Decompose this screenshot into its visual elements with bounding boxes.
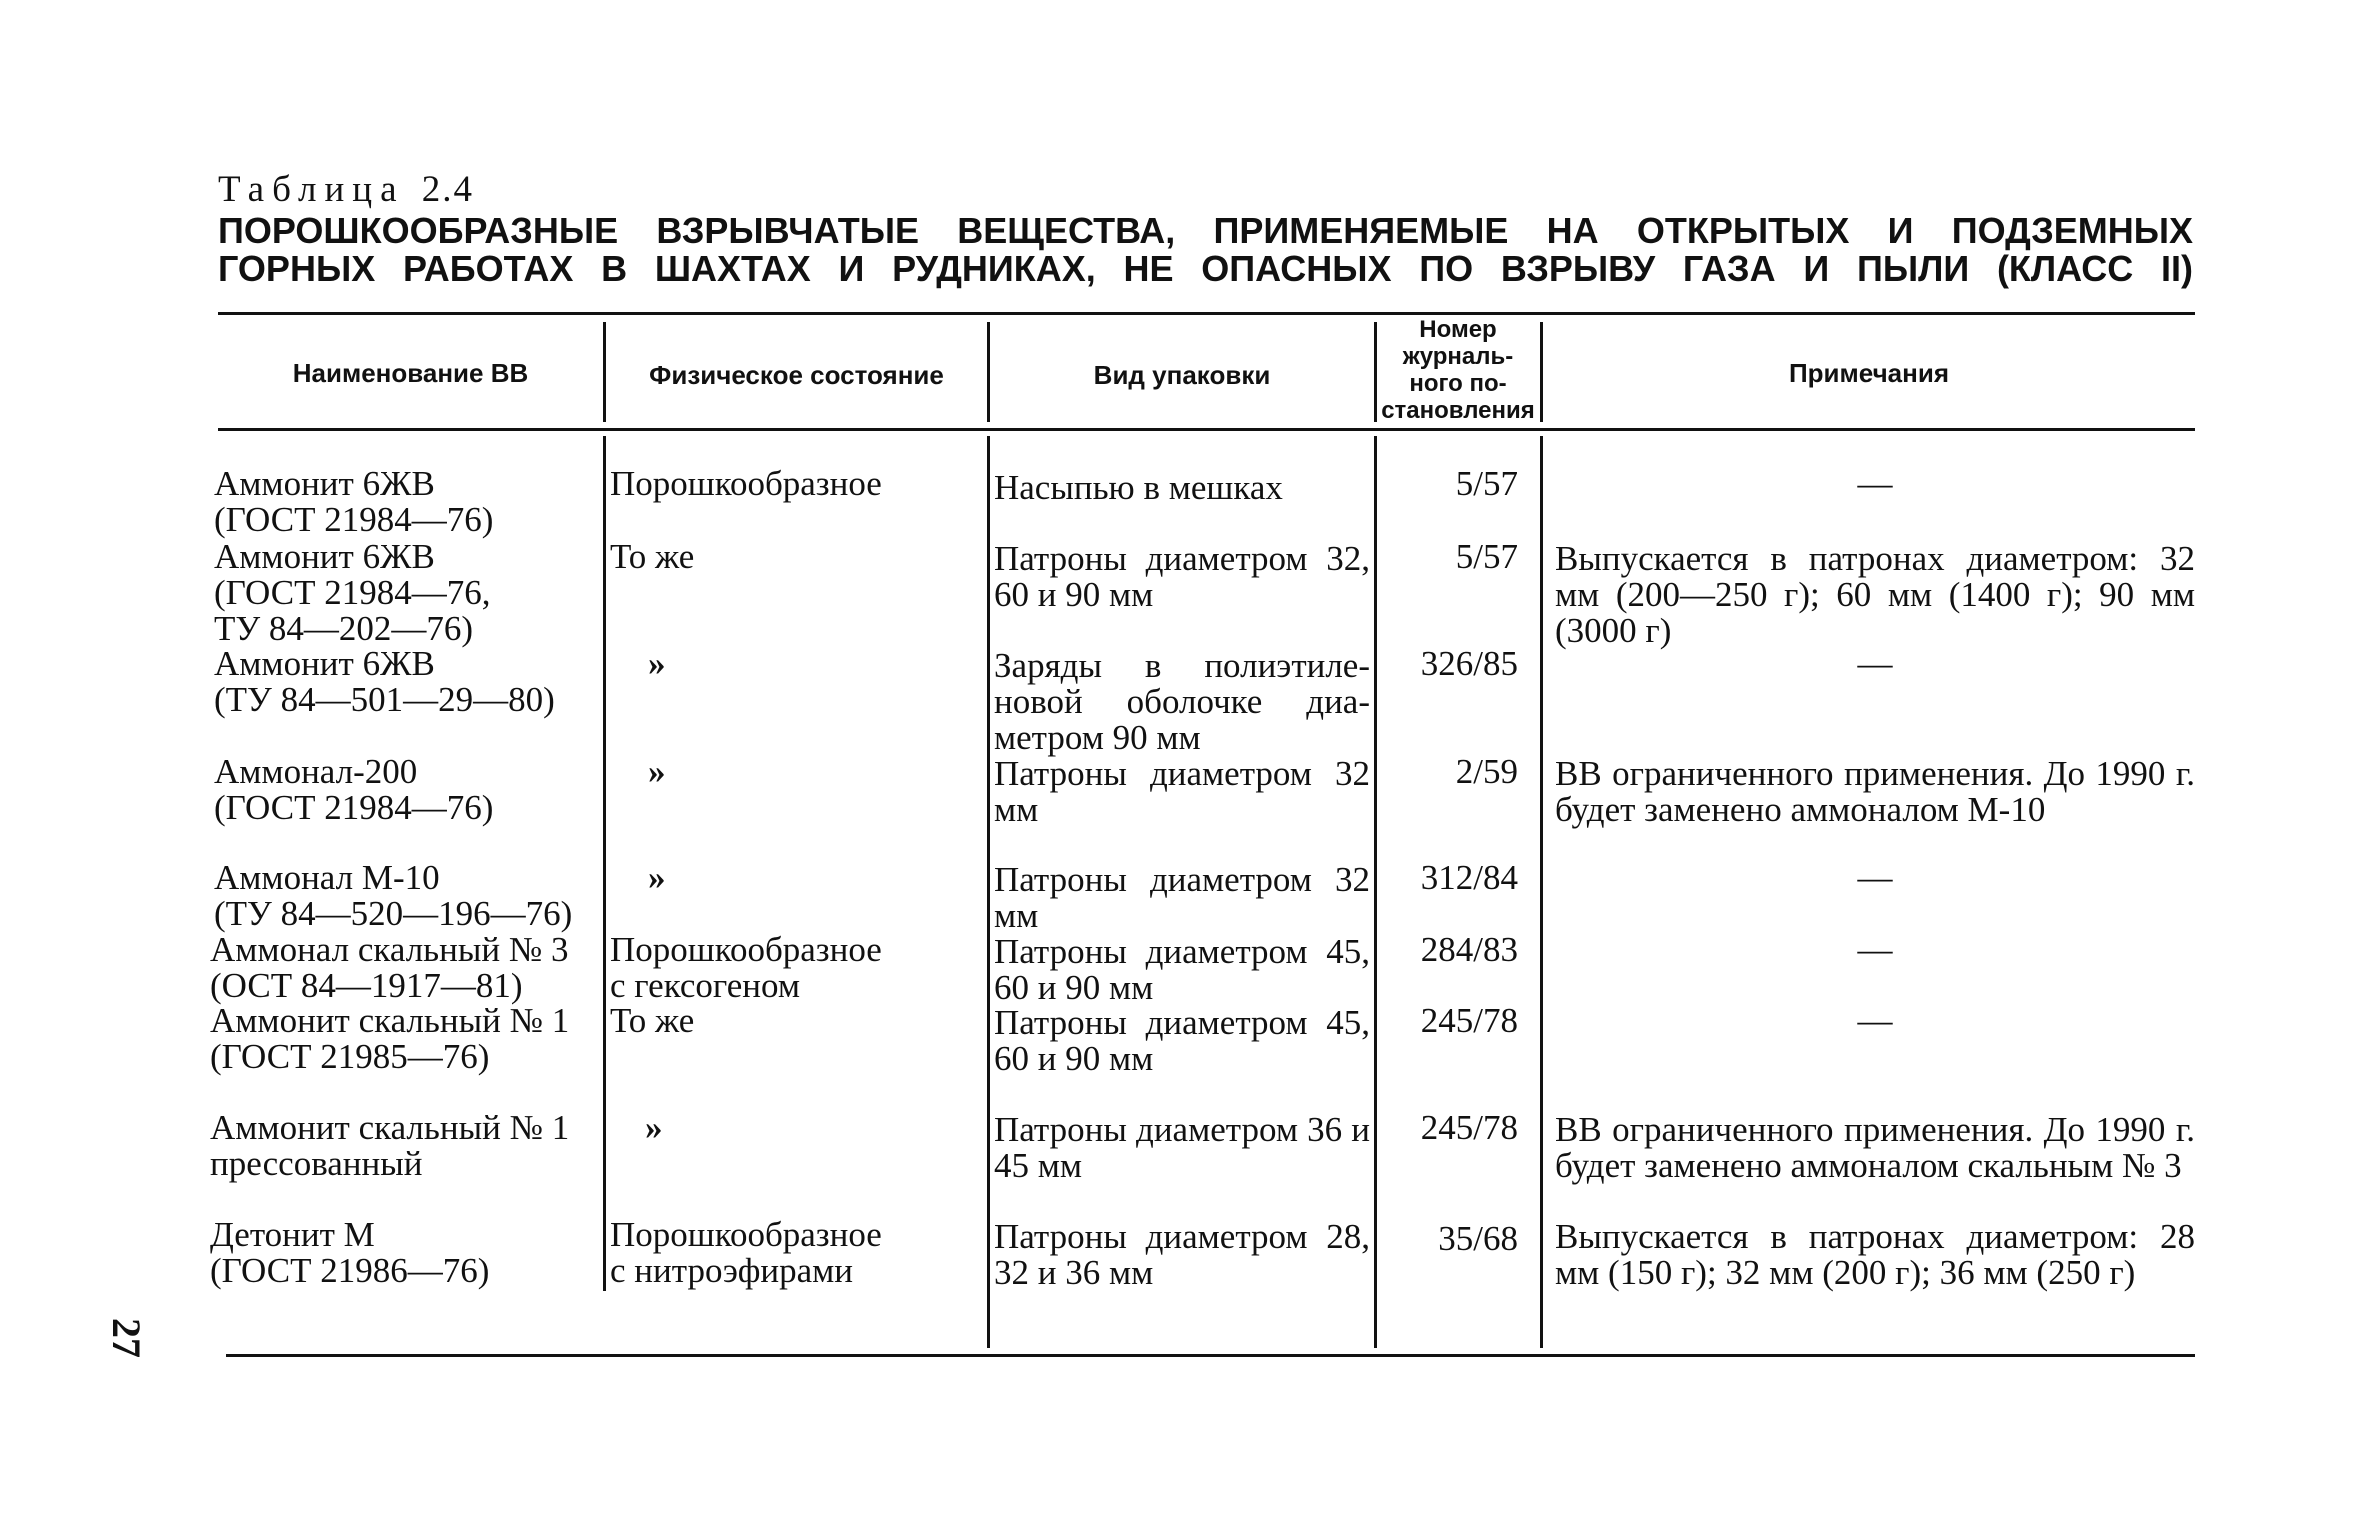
row-4-note: ВВ ограниченного применения. До 1990 г. будет заменено аммоналом М-10 xyxy=(1555,754,2195,829)
row-4-number: 2/59 xyxy=(1455,752,1518,791)
row-1-name: Аммонит 6ЖВ (ГОСТ 21984—76) xyxy=(214,464,494,539)
row-7-name: Аммонит скальный № 1 (ГОСТ 21985—76) xyxy=(210,1001,570,1076)
column-header-name: Наименование ВВ xyxy=(292,358,529,388)
row-1-state: Порошкообразное xyxy=(610,464,882,503)
row-3-state: » xyxy=(648,644,666,683)
row-6-state: Порошкообразное с гексогеном xyxy=(610,930,882,1005)
row-7-note: — xyxy=(1857,1001,1893,1040)
page-number: 27 xyxy=(104,1318,149,1358)
row-6-note: — xyxy=(1857,930,1893,969)
title-line-2: ГОРНЫХ РАБОТАХ В ШАХТАХ И РУДНИКАХ, НЕ ОПАСНЫХ ПО ВЗРЫВУ ГАЗА И ПЫЛИ (КЛАСС II) xyxy=(218,248,2193,289)
caption-label: Таблица xyxy=(218,169,405,210)
table-caption xyxy=(218,168,474,211)
row-9-packaging: Патроны диаметром 28, 32 и 36 мм xyxy=(994,1217,1370,1292)
row-5-state: » xyxy=(648,858,666,897)
row-4-packaging: Патроны диаметром 32 мм xyxy=(994,754,1370,829)
column-header-notes: Примечания xyxy=(1788,358,1949,388)
row-2-note: Выпускается в патронах диаметром: 32 мм (200—250 г); 60 мм (1400 г); 90 мм (3000 г) xyxy=(1555,539,2195,650)
body-divider-3 xyxy=(1374,436,1377,1348)
row-8-state: » xyxy=(645,1108,663,1147)
row-2-state: То же xyxy=(610,537,695,576)
row-8-name: Аммонит скальный № 1 прессованный xyxy=(210,1108,570,1183)
row-9-note: Выпускается в патронах диаметром: 28 мм (150 г); 32 мм (200 г); 36 мм (250 г) xyxy=(1555,1217,2195,1292)
row-4-name: Аммонал-200 (ГОСТ 21984—76) xyxy=(214,752,494,827)
row-3-note: — xyxy=(1857,644,1893,683)
row-6-packaging: Патроны диаметром 45, 60 и 90 мм xyxy=(994,932,1370,1007)
row-7-number: 245/78 xyxy=(1420,1001,1518,1040)
header-bottom-rule xyxy=(218,428,2195,431)
row-9-number: 35/68 xyxy=(1438,1219,1518,1258)
row-3-name: Аммонит 6ЖВ (ТУ 84—501—29—80) xyxy=(214,644,555,719)
row-8-number: 245/78 xyxy=(1420,1108,1518,1147)
row-5-number: 312/84 xyxy=(1420,858,1518,897)
row-5-name: Аммонал М-10 (ТУ 84—520—196—76) xyxy=(214,858,573,933)
column-header-number: Номер журналь- ного по- становления xyxy=(1381,316,1535,424)
row-4-state: » xyxy=(648,752,666,791)
row-5-packaging: Патроны диаметром 32 мм xyxy=(994,860,1370,935)
row-5-note: — xyxy=(1857,858,1893,897)
body-divider-1 xyxy=(603,436,606,1291)
row-2-packaging: Патроны диаметром 32, 60 и 90 мм xyxy=(994,539,1370,614)
table-bottom-rule xyxy=(226,1354,2195,1357)
row-7-packaging: Патроны диаметром 45, 60 и 90 мм xyxy=(994,1003,1370,1078)
row-3-number: 326/85 xyxy=(1420,644,1518,683)
body-divider-4 xyxy=(1540,436,1543,1348)
body-divider-2 xyxy=(987,436,990,1348)
row-1-packaging: Насыпью в мешках xyxy=(994,468,1283,507)
row-9-state: Порошкообразное с нитроэфирами xyxy=(610,1215,882,1290)
row-1-note: — xyxy=(1857,464,1893,503)
title-line-1: ПОРОШКООБРАЗНЫЕ ВЗРЫВЧАТЫЕ ВЕЩЕСТВА, ПРИМЕНЯЕМЫЕ НА ОТКРЫТЫХ И ПОДЗЕМНЫХ xyxy=(218,210,2193,251)
row-3-packaging: Заряды в полиэтиле-новой оболочке диа-метром 90 мм xyxy=(994,646,1370,757)
row-8-packaging: Патроны диаметром 36 и 45 мм xyxy=(994,1110,1370,1185)
row-2-name: Аммонит 6ЖВ (ГОСТ 21984—76, ТУ 84—202—76) xyxy=(214,537,491,648)
row-8-note: ВВ ограниченного применения. До 1990 г. будет заменено аммоналом скальным № 3 xyxy=(1555,1110,2195,1185)
row-1-number: 5/57 xyxy=(1455,464,1518,503)
caption-number: 2.4 xyxy=(421,169,474,210)
column-header-state: Физическое состояние xyxy=(649,360,944,390)
column-header-packaging: Вид упаковки xyxy=(1093,360,1271,390)
row-6-name: Аммонал скальный № 3 (ОСТ 84—1917—81) xyxy=(210,930,569,1005)
row-6-number: 284/83 xyxy=(1420,930,1518,969)
row-2-number: 5/57 xyxy=(1455,537,1518,576)
row-9-name: Детонит М (ГОСТ 21986—76) xyxy=(210,1215,490,1290)
row-7-state: То же xyxy=(610,1001,695,1040)
table-top-rule xyxy=(218,312,2195,315)
table-title xyxy=(218,212,2193,288)
